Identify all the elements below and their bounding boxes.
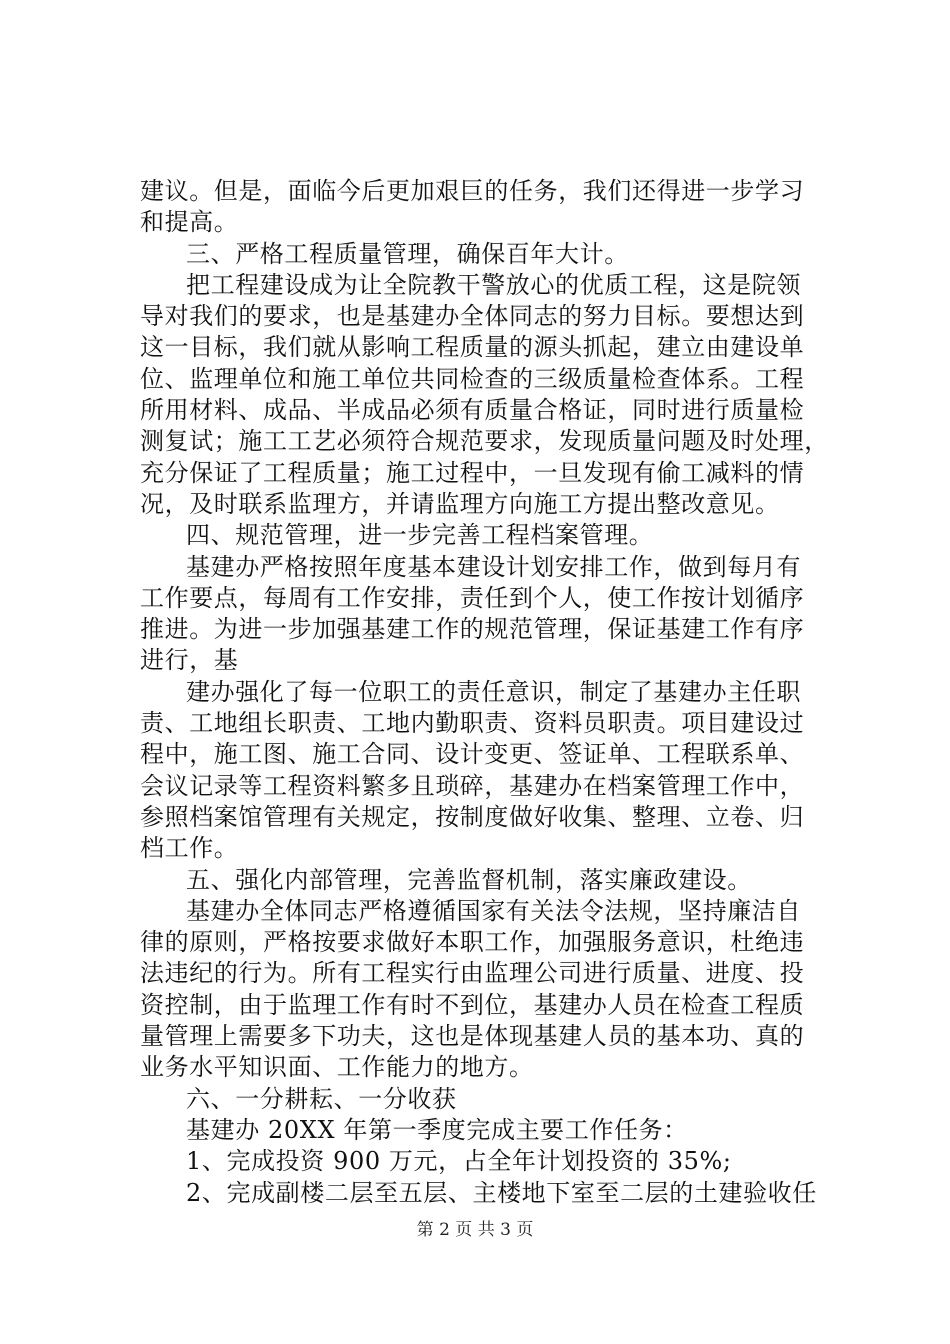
text-line: 责、工地组长职责、工地内勤职责、资料员职责。项目建设过	[140, 709, 805, 738]
text-line: 档工作。	[140, 834, 239, 863]
text-line: 建议。但是，面临今后更加艰巨的任务，我们还得进一步学习	[140, 177, 805, 205]
text-line: 把工程建设成为让全院教干警放心的优质工程，这是院领	[186, 270, 801, 299]
text-line: 三、严格工程质量管理，确保百年大计。	[186, 239, 629, 268]
text-line: 资控制，由于监理工作有时不到位，基建办人员在检查工程质	[140, 990, 805, 1019]
text-line: 推进。为进一步加强基建工作的规范管理，保证基建工作有序	[140, 615, 805, 644]
text-line: 位、监理单位和施工单位共同检查的三级质量检查体系。工程	[140, 364, 805, 393]
text-line: 律的原则，严格按要求做好本职工作，加强服务意识，杜绝违	[140, 928, 805, 957]
text-line: 所用材料、成品、半成品必须有质量合格证，同时进行质量检	[140, 396, 805, 425]
text-line: 进行，基	[140, 646, 239, 675]
text-line: 基建办全体同志严格遵循国家有关法令法规，坚持廉洁自	[186, 896, 801, 925]
text-line: 2、完成副楼二层至五层、主楼地下室至二层的土建验收任	[186, 1178, 817, 1207]
text-line: 基建办 20XX 年第一季度完成主要工作任务：	[186, 1115, 688, 1144]
text-line: 基建办严格按照年度基本建设计划安排工作，做到每月有	[186, 552, 801, 581]
text-line: 况，及时联系监理方，并请监理方向施工方提出整改意见。	[140, 489, 780, 518]
text-line: 充分保证了工程质量；施工过程中，一旦发现有偷工减料的情	[140, 458, 805, 487]
text-line: 五、强化内部管理，完善监督机制，落实廉政建设。	[186, 865, 752, 894]
text-line: 导对我们的要求，也是基建办全体同志的努力目标。要想达到	[140, 302, 805, 331]
document-body	[140, 176, 832, 1209]
text-line: 四、规范管理，进一步完善工程档案管理。	[186, 521, 654, 550]
page-footer: 第 2 页 共 3 页	[416, 1220, 534, 1240]
text-line: 建办强化了每一位职工的责任意识，制定了基建办主任职	[186, 677, 801, 706]
text-line: 测复试；施工工艺必须符合规范要求，发现质量问题及时处理，	[140, 427, 829, 456]
text-line: 量管理上需要多下功夫，这也是体现基建人员的基本功、真的	[140, 1022, 805, 1051]
text-line: 六、一分耕耘、一分收获	[186, 1084, 457, 1113]
text-line: 1、完成投资 900 万元，占全年计划投资的 35%;	[186, 1147, 732, 1176]
text-line: 会议记录等工程资料繁多且琐碎，基建办在档案管理工作中，	[140, 771, 805, 800]
text-line: 法违纪的行为。所有工程实行由监理公司进行质量、进度、投	[140, 959, 805, 988]
text-line: 程中，施工图、施工合同、设计变更、签证单、工程联系单、	[140, 740, 805, 769]
text-line: 这一目标，我们就从影响工程质量的源头抓起，建立由建设单	[140, 333, 805, 362]
text-line: 工作要点，每周有工作安排，责任到个人，使工作按计划循序	[140, 583, 805, 612]
text-line: 参照档案馆管理有关规定，按制度做好收集、整理、立卷、归	[140, 802, 805, 831]
text-line: 和提高。	[140, 208, 239, 237]
text-line: 业务水平知识面、工作能力的地方。	[140, 1053, 534, 1082]
